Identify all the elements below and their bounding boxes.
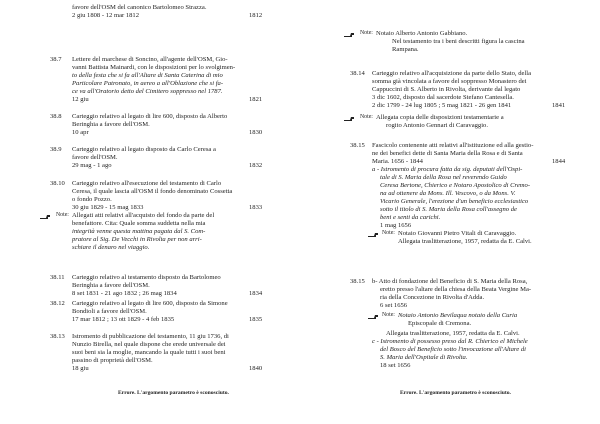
entry-line: o fondo Pozzo. (72, 196, 112, 203)
entry-line: Carteggio relativo all'esecuzione del testamento di Carlo (72, 180, 222, 187)
entry-date: 18 set 1656 (380, 362, 411, 369)
note-line: Allegata copia delle disposizioni testamentarie a (376, 114, 504, 121)
note-hand-icon (344, 30, 355, 38)
note-label: Note: (360, 114, 373, 120)
entry-year: 1840 (249, 365, 263, 372)
entry-date: 2 dic 1799 - 24 lug 1805 ; 5 mag 1821 - 26 gen 1841 (372, 102, 512, 109)
entry-line: eretto presso l'altare della chiesa della Beata Vergine Ma- (380, 286, 532, 293)
entry-date: 29 mag - 1 ago (72, 162, 112, 169)
entry-line: Beringhia a favore dell'OSM. (72, 282, 150, 289)
entry-date: 17 mar 1812 ; 13 ott 1829 - 4 feb 1835 (72, 316, 175, 323)
entry-date: 8 set 1831 - 21 ago 1832 ; 26 mag 1834 (72, 290, 177, 297)
entry-number: 38.12 (50, 300, 65, 307)
entry-line: Carteggio relativo al legato di lire 600, disposto da Alberto (72, 113, 228, 120)
entry-line: tale di S. Maria della Rosa nel reverendo Guido (380, 174, 507, 181)
entry-number: 38.9 (50, 146, 62, 153)
entry-line: vanni Battista Mainardi, con le disposizioni per lo svolgimen- (72, 64, 236, 71)
note-line: Notaio Antonio Bevilaqua notaio della Curia (398, 312, 518, 319)
entry-number: 38.15 (350, 142, 365, 149)
note-line: Notaio Alberto Antonio Gabbiano. (376, 30, 468, 37)
entry-number: 38.7 (50, 56, 62, 63)
entry-line: favore dell'OSM del canonico Bartolomeo Strazza. (72, 4, 207, 11)
note-label: Note: (360, 30, 373, 36)
entry-number: 38.15 (350, 278, 365, 285)
entry-year: 1812 (249, 12, 263, 19)
entry-line: c - Istromento di possesso preso dal R. Chierico el Michele (372, 338, 528, 345)
entry-line: ne dei benefici dette di Santa Maria della Rosa e di Santa (372, 150, 523, 157)
note-line: Allegata traslitterazione, 1957, redatta da E. Calvi. (398, 238, 532, 245)
note-line: pratore al Sig. De Vecchi in Rivolta per non arri- (72, 236, 202, 243)
note-line: Rampana. (392, 46, 419, 53)
entry-line: Allegata traslitterazione, 1957, redatta da E. Calvi. (386, 330, 520, 337)
entry-line: Ceresa Bertone, Chierico e Notaro Apostolico di Cremo- (380, 182, 531, 189)
entry-line: somma già vincolata a favore del soppresso Monastero dei (372, 78, 527, 85)
entry-line: Carteggio relativo all'acquisizione da parte dello Stato, della (372, 70, 532, 77)
note-line: Allegati atti relativi all'acquisto del fondo da parte del (72, 212, 215, 219)
entry-year: 1835 (249, 316, 263, 323)
entry-line: ria della Concezione in Rivolta d'Adda. (380, 294, 485, 301)
note-line: Nel testamento tra i beni descritti figura la cascina (392, 38, 525, 45)
entry-date: 12 giu (72, 96, 89, 103)
entry-line: sotto il titolo di S. Maria della Rosa coll'assegno de (380, 206, 517, 213)
entry-date: 10 apr (72, 129, 89, 136)
page-footer: Errore. L'argomento parametro è sconosciuto. (400, 390, 511, 396)
entry-line: beni e senti da carichi. (380, 214, 441, 221)
right-page (300, 0, 600, 424)
entry-line: Maria. 1656 - 1844 (372, 158, 423, 165)
entry-date: 30 giu 1829 - 15 mag 1833 (72, 204, 144, 211)
entry-line: Carteggio relativo al legato di lire 600, disposto da Simone (72, 300, 228, 307)
entry-line: passino di proprietà dell'OSM. (72, 357, 153, 364)
entry-year: 1841 (552, 102, 566, 109)
entry-line: S. Maria dell'Ospitale di Rivolta. (380, 354, 468, 361)
entry-number: 38.14 (350, 70, 365, 77)
page-footer: Errore. L'argomento parametro è sconosciuto. (118, 390, 229, 396)
entry-line: a - Istromento di procura fatta da sig. deputati dell'Ospi- (372, 166, 523, 173)
entry-line: Carteggio relativo al legato disposto da Carlo Ceresa a (72, 146, 216, 153)
entry-line: na ad ottenere da Mons. Ill. Vescovo, o da Mons. V. (380, 190, 516, 197)
entry-line: to della festa che si fa all'Altare di Santa Caterina di mio (72, 72, 223, 79)
entry-year: 1833 (249, 204, 263, 211)
entry-year: 1832 (249, 162, 263, 169)
entry-line: Ceresa, il quale lascia all'OSM il fondo denominato Cossetta (72, 188, 233, 195)
entry-line: Bondioli a favore dell'OSM. (72, 308, 147, 315)
entry-year: 1844 (552, 158, 566, 165)
note-label: Note: (56, 212, 69, 218)
entry-line: ce va all'Oratorio detto del Cimitero soppresso nel 1787. (72, 88, 223, 95)
entry-date: 18 giu (72, 365, 89, 372)
note-hand-icon (368, 312, 379, 320)
entry-date: 6 set 1656 (380, 302, 408, 309)
note-hand-icon (368, 230, 379, 238)
note-line: schiare il denaro nel viaggio. (72, 244, 150, 251)
entry-line: Istromento di pubblicazione del testamento, 11 giu 1736, di (72, 333, 229, 340)
entry-line: del Bosco del Beneficio sotto l'invocazione all'Altare di (380, 346, 526, 353)
entry-number: 38.8 (50, 113, 62, 120)
entry-year: 1830 (249, 129, 263, 136)
entry-line: suoi beni sia la moglie, mancando la quale tutti i suoi beni (72, 349, 226, 356)
entry-line: Nunzio Birella, nel quale dispone che erede universale dei (72, 341, 226, 348)
entry-year: 1821 (249, 96, 263, 103)
entry-line: 3 dic 1602, disposto dal sacerdote Stefano Cantesella. (372, 94, 514, 101)
entry-year: 1834 (249, 290, 263, 297)
entry-line: favore dell'OSM. (72, 154, 118, 161)
entry-number: 38.11 (50, 274, 65, 281)
entry-line: b- Atto di fondazione del Beneficio di S. Maria della Rosa, (372, 278, 528, 285)
note-line: Notaio Giovanni Pietro Vitali di Caravaggio. (398, 230, 517, 237)
entry-date: 2 giu 1808 - 12 mar 1812 (72, 12, 140, 19)
entry-date: 1 mag 1656 (380, 222, 412, 229)
note-line: benefattore. Cita: Quale somma suddetta nella mia (72, 220, 206, 227)
entry-number: 38.10 (50, 180, 65, 187)
note-line: integrità venne questa mattina pagata dal S. Com- (72, 228, 206, 235)
note-hand-icon (40, 212, 51, 220)
entry-line: Particolare Patronato, in aereo a all'Oblazione che si fa- (72, 80, 224, 87)
note-hand-icon (344, 114, 355, 122)
entry-line: Fascicolo contenente atti relativi all'istituzione ed alla gestio- (372, 142, 534, 149)
note-line: Episcopale di Cremona. (408, 320, 472, 327)
entry-number: 38.13 (50, 333, 65, 340)
entry-line: Beringhia a favore dell'OSM. (72, 121, 150, 128)
entry-line: Lettere del marchese di Soncino, all'agente dell'OSM, Gio- (72, 56, 228, 63)
entry-line: Cappuccini di S. Alberto in Rivolta, derivante dal legato (372, 86, 521, 93)
note-line: rogito Antonio Gennari di Caravaggio. (386, 122, 488, 129)
entry-line: Carteggio relativo al testamento disposto da Bartolomeo (72, 274, 221, 281)
note-label: Note: (382, 230, 395, 236)
entry-line: Vicario Generale, l'erezione d'un beneficio ecclesiastico (380, 198, 529, 205)
note-label: Note: (382, 312, 395, 318)
